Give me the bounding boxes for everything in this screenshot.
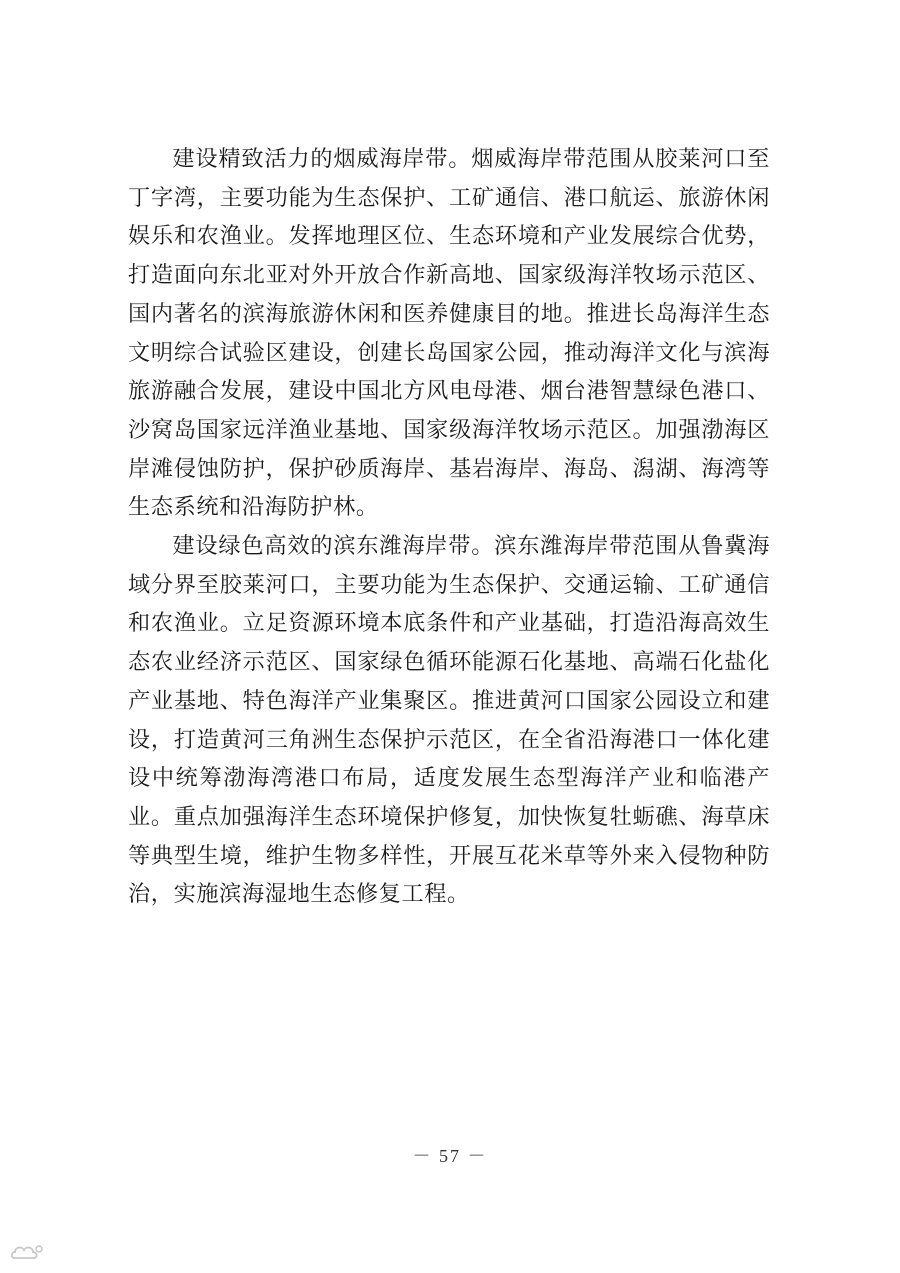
watermark — [10, 1240, 44, 1266]
paragraph-heading: 建设绿色高效的滨东潍海岸带。 — [172, 533, 495, 560]
document-body — [128, 140, 770, 914]
paragraph-yanwei — [128, 140, 770, 527]
paragraph-text: 烟威海岸带范围从胶莱河口至丁字湾，主要功能为生态保护、工矿通信、港口航运、旅游休闲娱乐和农渔业。发挥地理区位、生态环境和产业发展综合优势，打造面向东北亚对外开放合作新高地、国家级海洋牧场示范区、国内著名的滨海旅游休闲和医养健康目的地。推进长岛海洋生态文明综合试验区建设，创建长岛国家公园，推动海洋文化与滨海旅游融合发展，建设中国北方风电母港、烟台港智慧绿色港口、沙窝岛国家远洋渔业基地、国家级海洋牧场示范区。加强渤海区岸滩侵蚀防护，保护砂质海岸、基岩海岸、海岛、潟湖、海湾等生态系统和沿海防护林。 — [128, 146, 770, 521]
cloud-logo-icon — [10, 1242, 44, 1264]
paragraph-heading: 建设精致活力的烟威海岸带。 — [172, 146, 472, 172]
paragraph-bindongwei — [128, 527, 770, 914]
paragraph-text: 滨东潍海岸带范围从鲁冀海域分界至胶莱河口，主要功能为生态保护、交通运输、工矿通信和农渔业。立足资源环境本底条件和产业基础，打造沿海高效生态农业经济示范区、国家绿色循环能源石化基地、高端石化盐化产业基地、特色海洋产业集聚区。推进黄河口国家公园设立和建设，打造黄河三角洲生态保护示范区，在全省沿海港口一体化建设中统筹渤海湾港口布局，适度发展生态型海洋产业和临港产业。重点加强海洋生态环境保护修复，加快恢复牡蛎礁、海草床等典型生境，维护生物多样性，开展互花米草等外来入侵物种防治，实施滨海湿地生态修复工程。 — [128, 533, 771, 908]
page-number: － 57 － — [412, 1146, 488, 1166]
